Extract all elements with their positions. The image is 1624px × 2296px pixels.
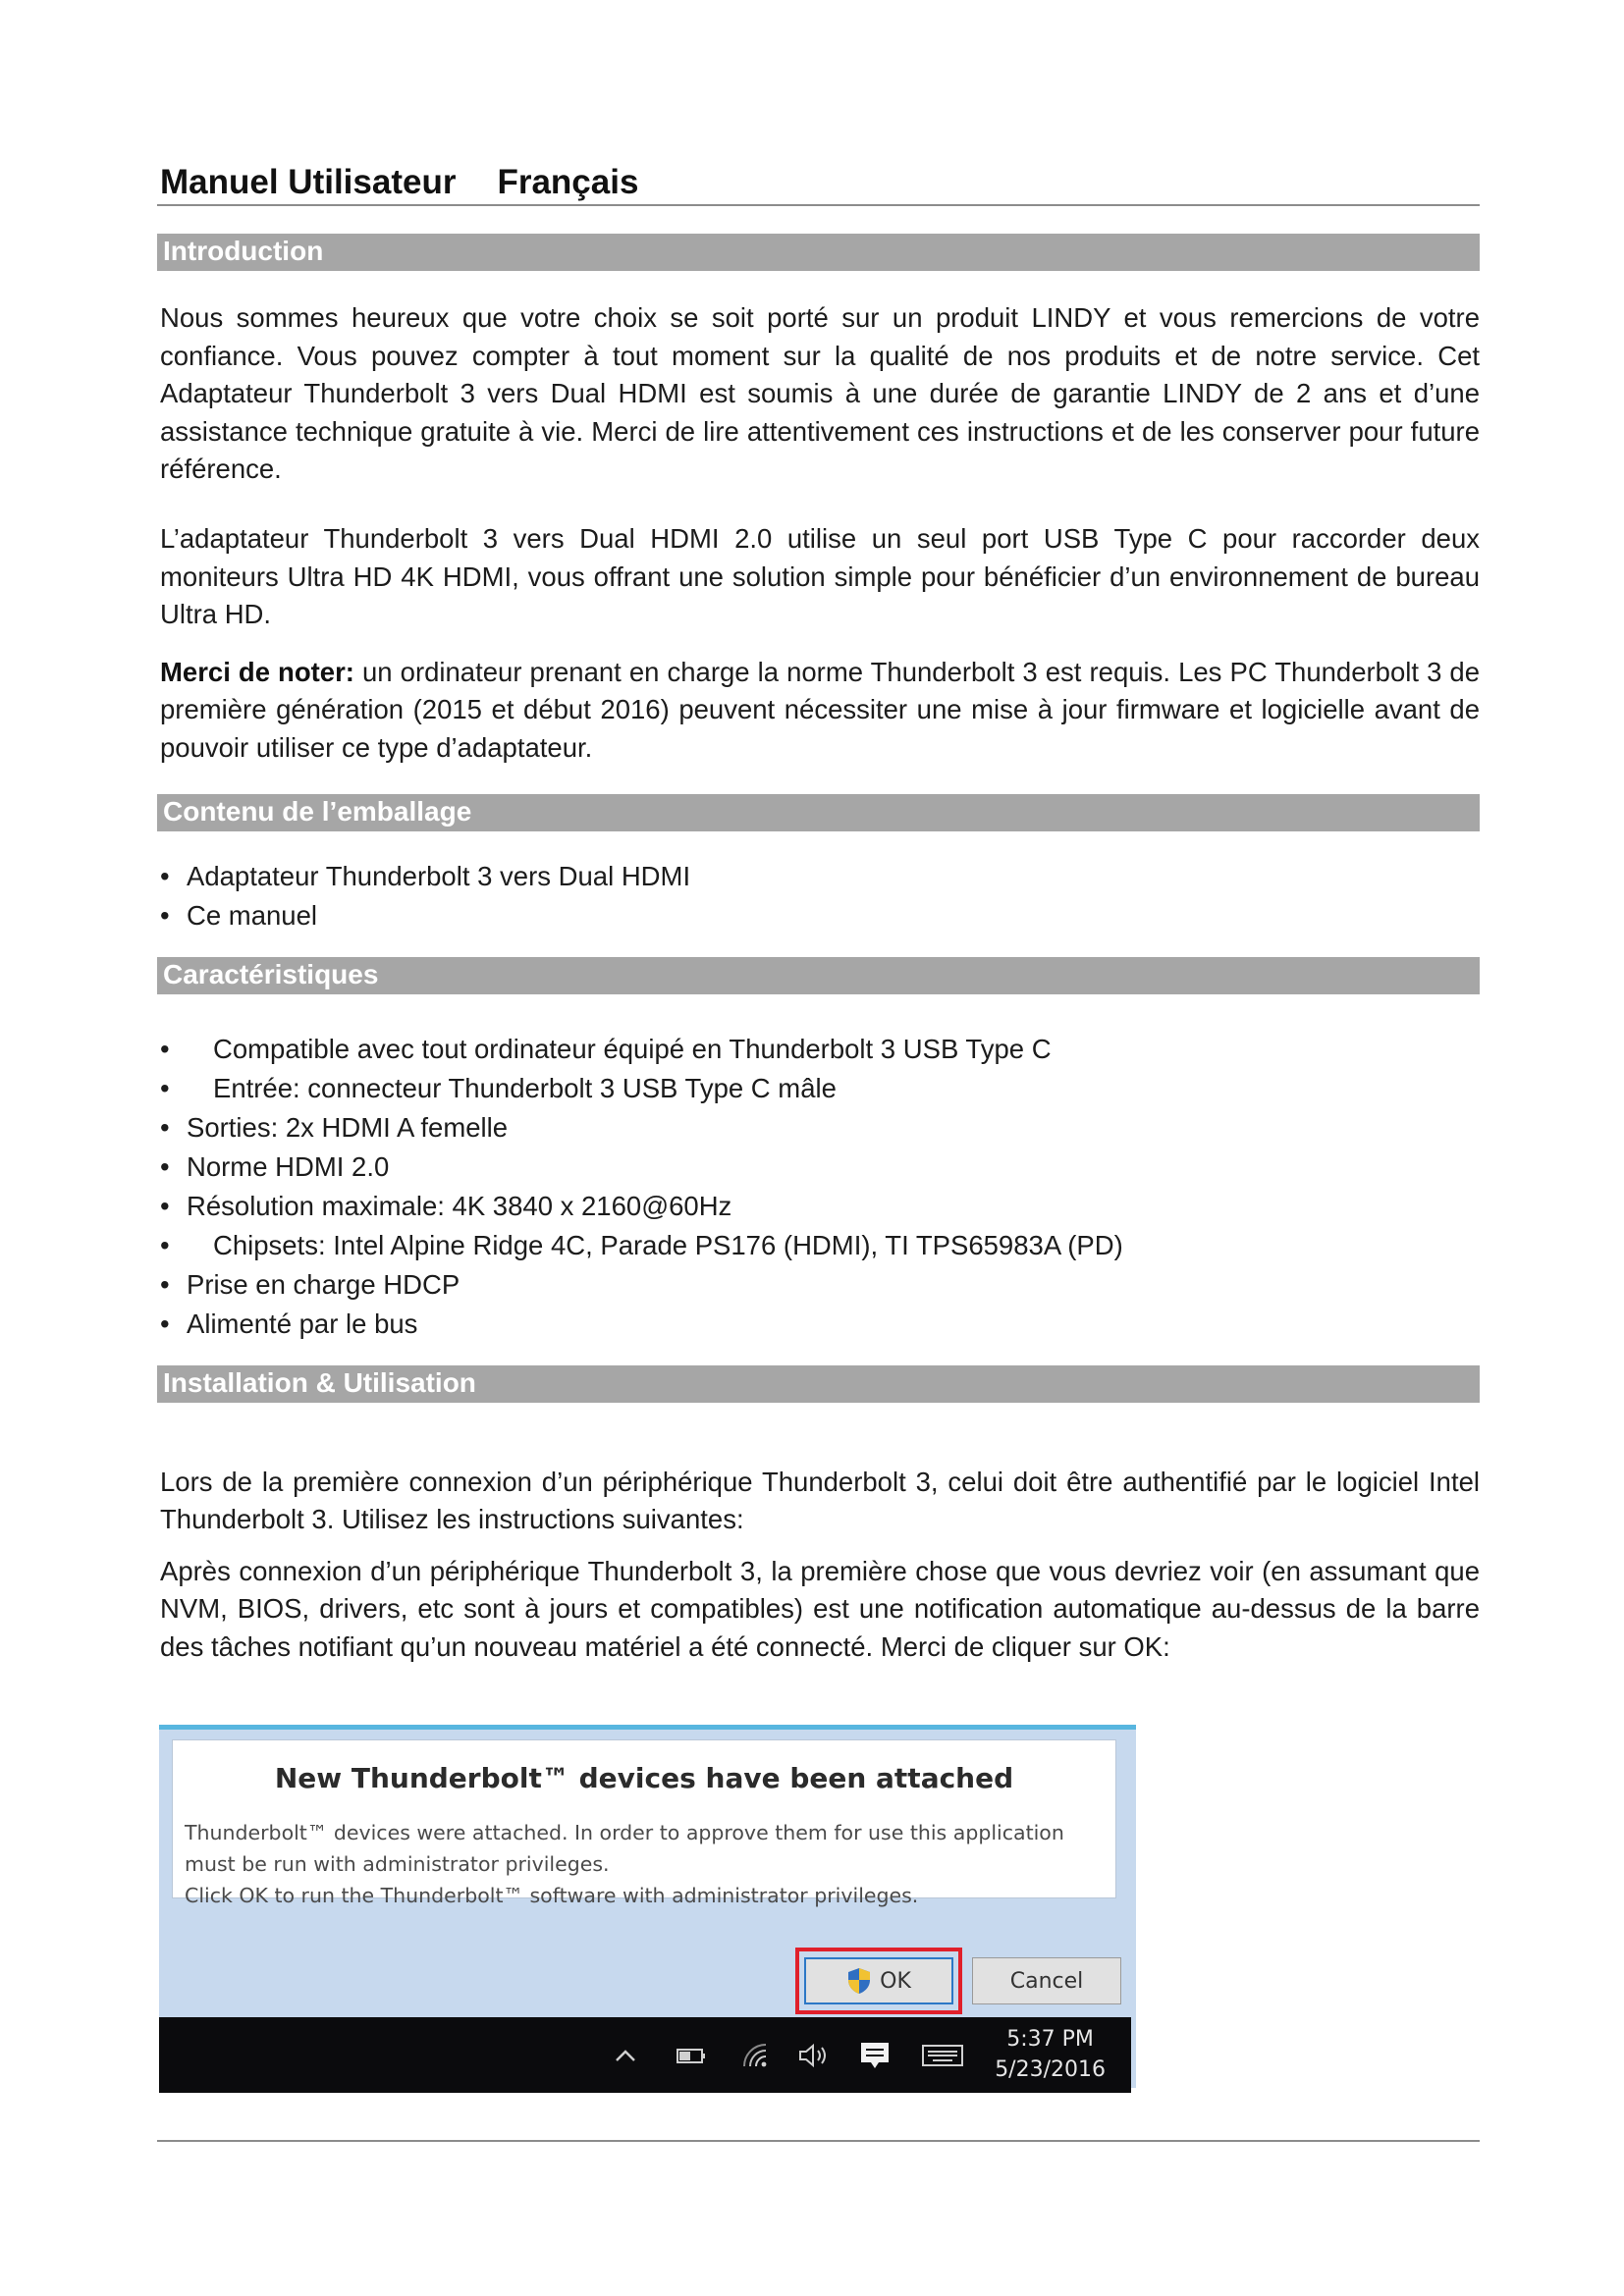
speaker-icon[interactable] <box>792 2017 836 2093</box>
dialog-line: Thunderbolt™ devices were attached. In order to approve them for use this application <box>185 1821 1064 1844</box>
features-list <box>157 1030 1480 1344</box>
wifi-icon[interactable] <box>733 2017 777 2093</box>
chevron-up-icon[interactable] <box>606 2017 645 2093</box>
list-item: • Compatible avec tout ordinateur équipé en Thunderbolt 3 USB Type C <box>160 1033 1052 1064</box>
keyboard-icon[interactable] <box>917 2017 968 2093</box>
notification-dialog <box>172 1739 1116 1907</box>
footer-divider <box>157 2140 1480 2142</box>
list-item: • Résolution maximale: 4K 3840 x 2160@60Hz <box>160 1190 732 1221</box>
battery-icon[interactable] <box>670 2017 713 2093</box>
ok-highlight-frame <box>795 1948 962 2014</box>
document-title <box>157 159 1480 206</box>
dialog-line: Click OK to run the Thunderbolt™ software with administrator privileges. <box>185 1884 919 1907</box>
windows-taskbar <box>159 2017 1131 2093</box>
cancel-button[interactable]: Cancel <box>972 1957 1121 2004</box>
section-heading-package: Contenu de l’emballage <box>157 794 1480 831</box>
clock-date: 5/23/2016 <box>995 2057 1106 2082</box>
install-paragraph-1: Lors de la première connexion d’un périphérique Thunderbolt 3, celui doit être authentifié par le logiciel Intel Thunderbolt 3. Utilisez les instructions suivantes: <box>160 1466 1480 1535</box>
list-item: • Prise en charge HDCP <box>160 1268 460 1300</box>
clock-time: 5:37 PM <box>1006 2027 1094 2052</box>
list-item: • Ce manuel <box>160 899 317 931</box>
notification-icon[interactable] <box>853 2017 896 2093</box>
install-paragraph-2: Après connexion d’un périphérique Thunderbolt 3, la première chose que vous devriez voir (en assumant que NVM, BIOS, drivers, etc sont à jours et compatibles) est une notification automatique au-dessus de la barre des tâches notifiant qu’un nouveau matériel a été connecté. Merci de cliquer sur OK: <box>160 1555 1480 1662</box>
intro-paragraph-1: Nous sommes heureux que votre choix se soit porté sur un produit LINDY et vous remercions de votre confiance. Vous pouvez compter à tout moment sur la qualité de nos produits et de notre service. Cet Adaptateur Thunderbolt 3 vers Dual HDMI est soumis à une durée de garantie LINDY de 2 ans et d’une assistance technique gratuite à vie. Merci de lire attentivement ces instructions et de les conserver pour future référence. <box>160 302 1480 485</box>
package-list <box>157 857 1480 935</box>
title-language: Français <box>497 163 639 201</box>
thunderbolt-notification-screenshot <box>159 1725 1136 2088</box>
list-item: • Norme HDMI 2.0 <box>160 1150 390 1182</box>
list-item: • Sorties: 2x HDMI A femelle <box>160 1111 509 1143</box>
section-heading-features: Caractéristiques <box>157 957 1480 994</box>
list-item: • Adaptateur Thunderbolt 3 vers Dual HDMI <box>160 860 691 891</box>
note-text: un ordinateur prenant en charge la norme Thunderbolt 3 est requis. Les PC Thunderbolt 3 de première génération (2015 et début 2016) peuvent nécessiter une mise à jour firmware et logicielle avant de pouvoir utiliser ce type d’adaptateur. <box>160 656 1481 763</box>
dialog-line: must be run with administrator privileges. <box>185 1852 610 1876</box>
dialog-message <box>185 1817 1098 1911</box>
list-item: • Entrée: connecteur Thunderbolt 3 USB Type C mâle <box>160 1072 837 1103</box>
dialog-title: New Thunderbolt™ devices have been attached <box>274 1762 1014 1794</box>
taskbar-clock[interactable] <box>995 2024 1106 2085</box>
intro-note <box>157 654 1480 768</box>
document-page <box>157 159 1480 1667</box>
section-heading-installation: Installation & Utilisation <box>157 1365 1480 1403</box>
section-heading-introduction: Introduction <box>157 234 1480 271</box>
list-item: • Alimenté par le bus <box>160 1308 418 1339</box>
note-label: Merci de noter: <box>160 656 354 687</box>
intro-paragraph-2: L’adaptateur Thunderbolt 3 vers Dual HDMI 2.0 utilise un seul port USB Type C pour raccorder deux moniteurs Ultra HD 4K HDMI, vous offrant une solution simple pour bénéficier d’un environnement de bureau Ultra HD. <box>160 522 1480 630</box>
ok-label: OK <box>880 1968 911 1994</box>
list-item: • Chipsets: Intel Alpine Ridge 4C, Parade PS176 (HDMI), TI TPS65983A (PD) <box>160 1229 1123 1260</box>
title-manual: Manuel Utilisateur <box>160 163 457 201</box>
